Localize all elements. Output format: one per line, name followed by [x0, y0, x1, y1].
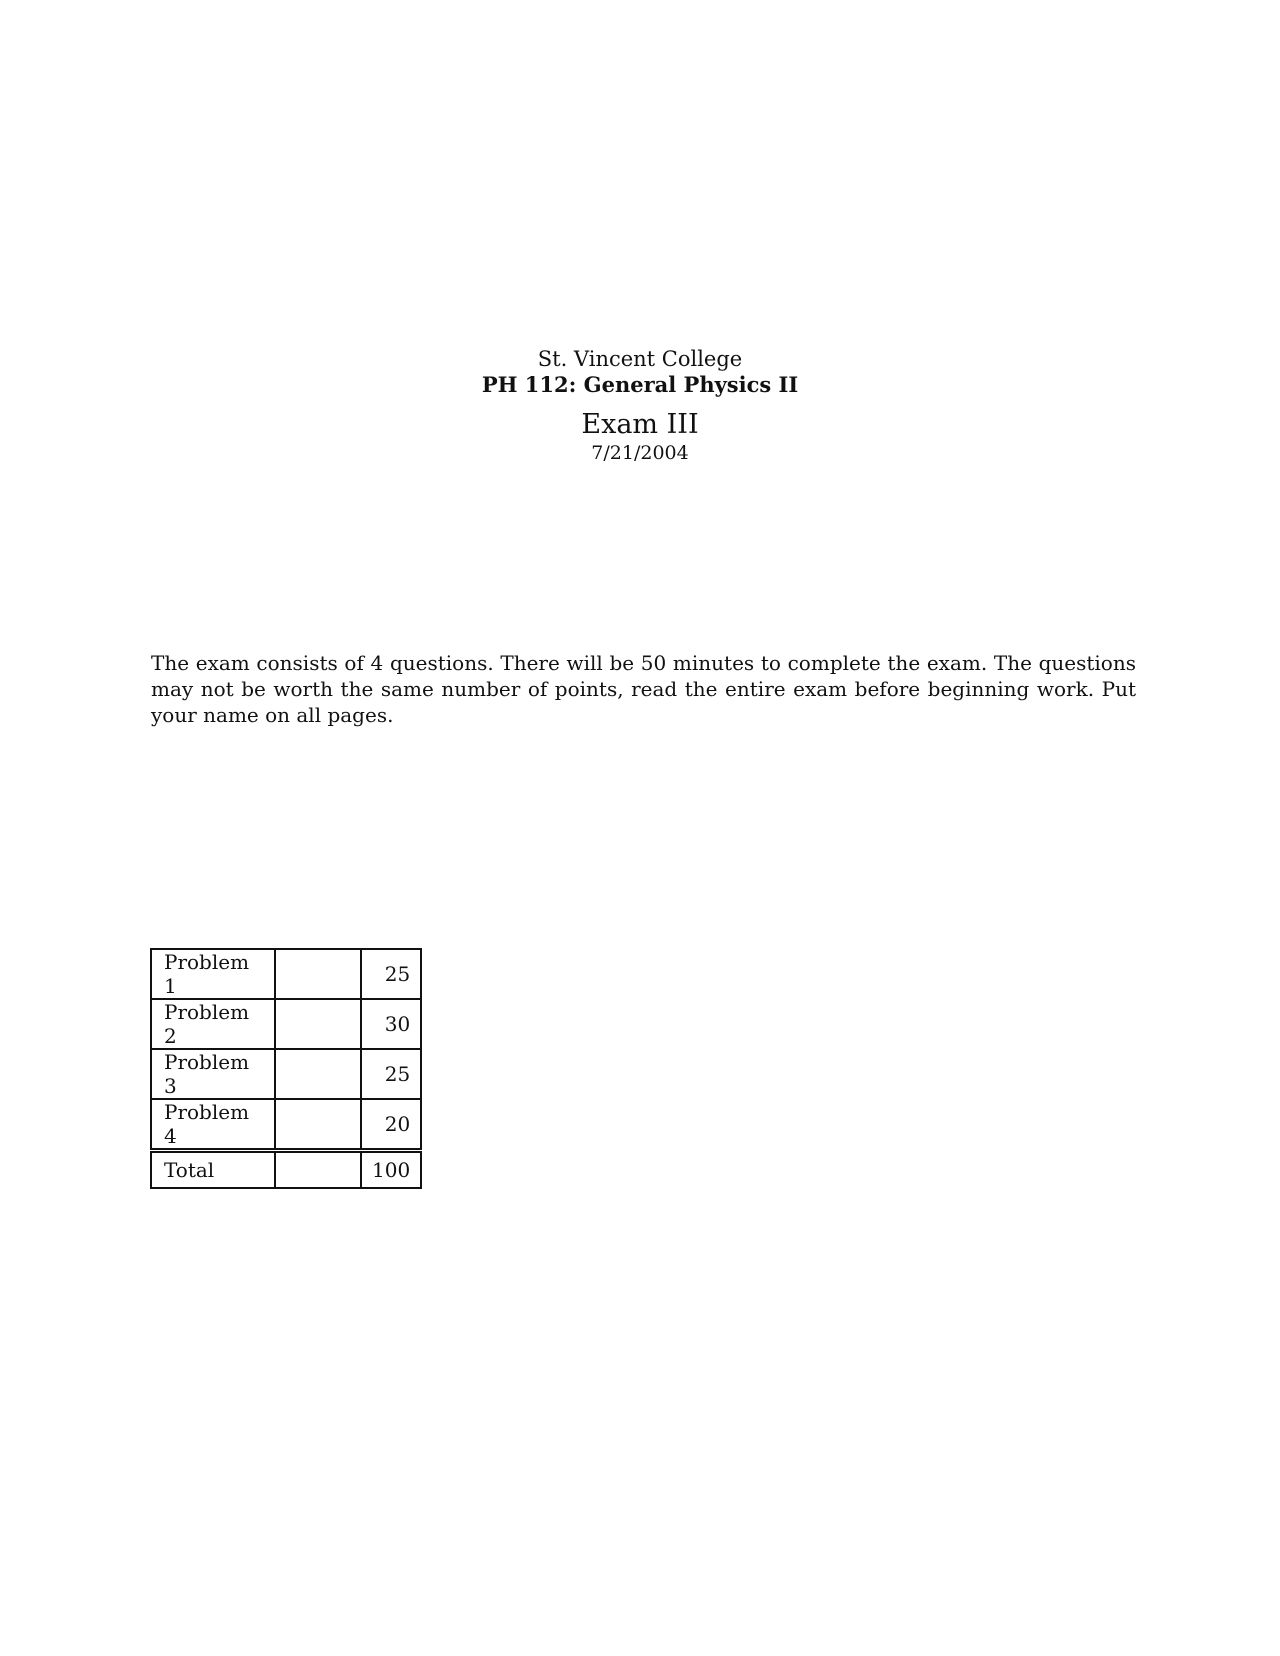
table-row	[151, 1049, 421, 1099]
problem-points: 20	[361, 1099, 421, 1151]
total-row	[151, 1151, 421, 1189]
total-points: 100	[361, 1151, 421, 1189]
table-row	[151, 949, 421, 999]
problem-points: 30	[361, 999, 421, 1049]
course-title: PH 112: General Physics II	[481, 372, 799, 397]
score-blank	[275, 1099, 361, 1151]
problem-points: 25	[361, 949, 421, 999]
problem-label: Problem 2	[151, 999, 275, 1049]
problem-points: 25	[361, 1049, 421, 1099]
score-blank	[275, 1049, 361, 1099]
exam-instructions: The exam consists of 4 questions. There will be 50 minutes to complete the exam. The questions may not be worth the same number of points, read the entire exam before beginning work. Put your name on all pages.	[151, 651, 1136, 727]
score-blank	[275, 999, 361, 1049]
total-score-blank	[275, 1151, 361, 1189]
score-blank	[275, 949, 361, 999]
problem-label: Problem 3	[151, 1049, 275, 1099]
score-table	[150, 948, 422, 1189]
total-label: Total	[151, 1151, 275, 1189]
problem-label: Problem 4	[151, 1099, 275, 1151]
problem-label: Problem 1	[151, 949, 275, 999]
exam-title: Exam III	[581, 409, 699, 440]
table-row	[151, 999, 421, 1049]
college-name: St. Vincent College	[537, 347, 743, 371]
table-row	[151, 1099, 421, 1151]
exam-header	[0, 346, 1280, 464]
exam-date: 7/21/2004	[591, 442, 689, 464]
